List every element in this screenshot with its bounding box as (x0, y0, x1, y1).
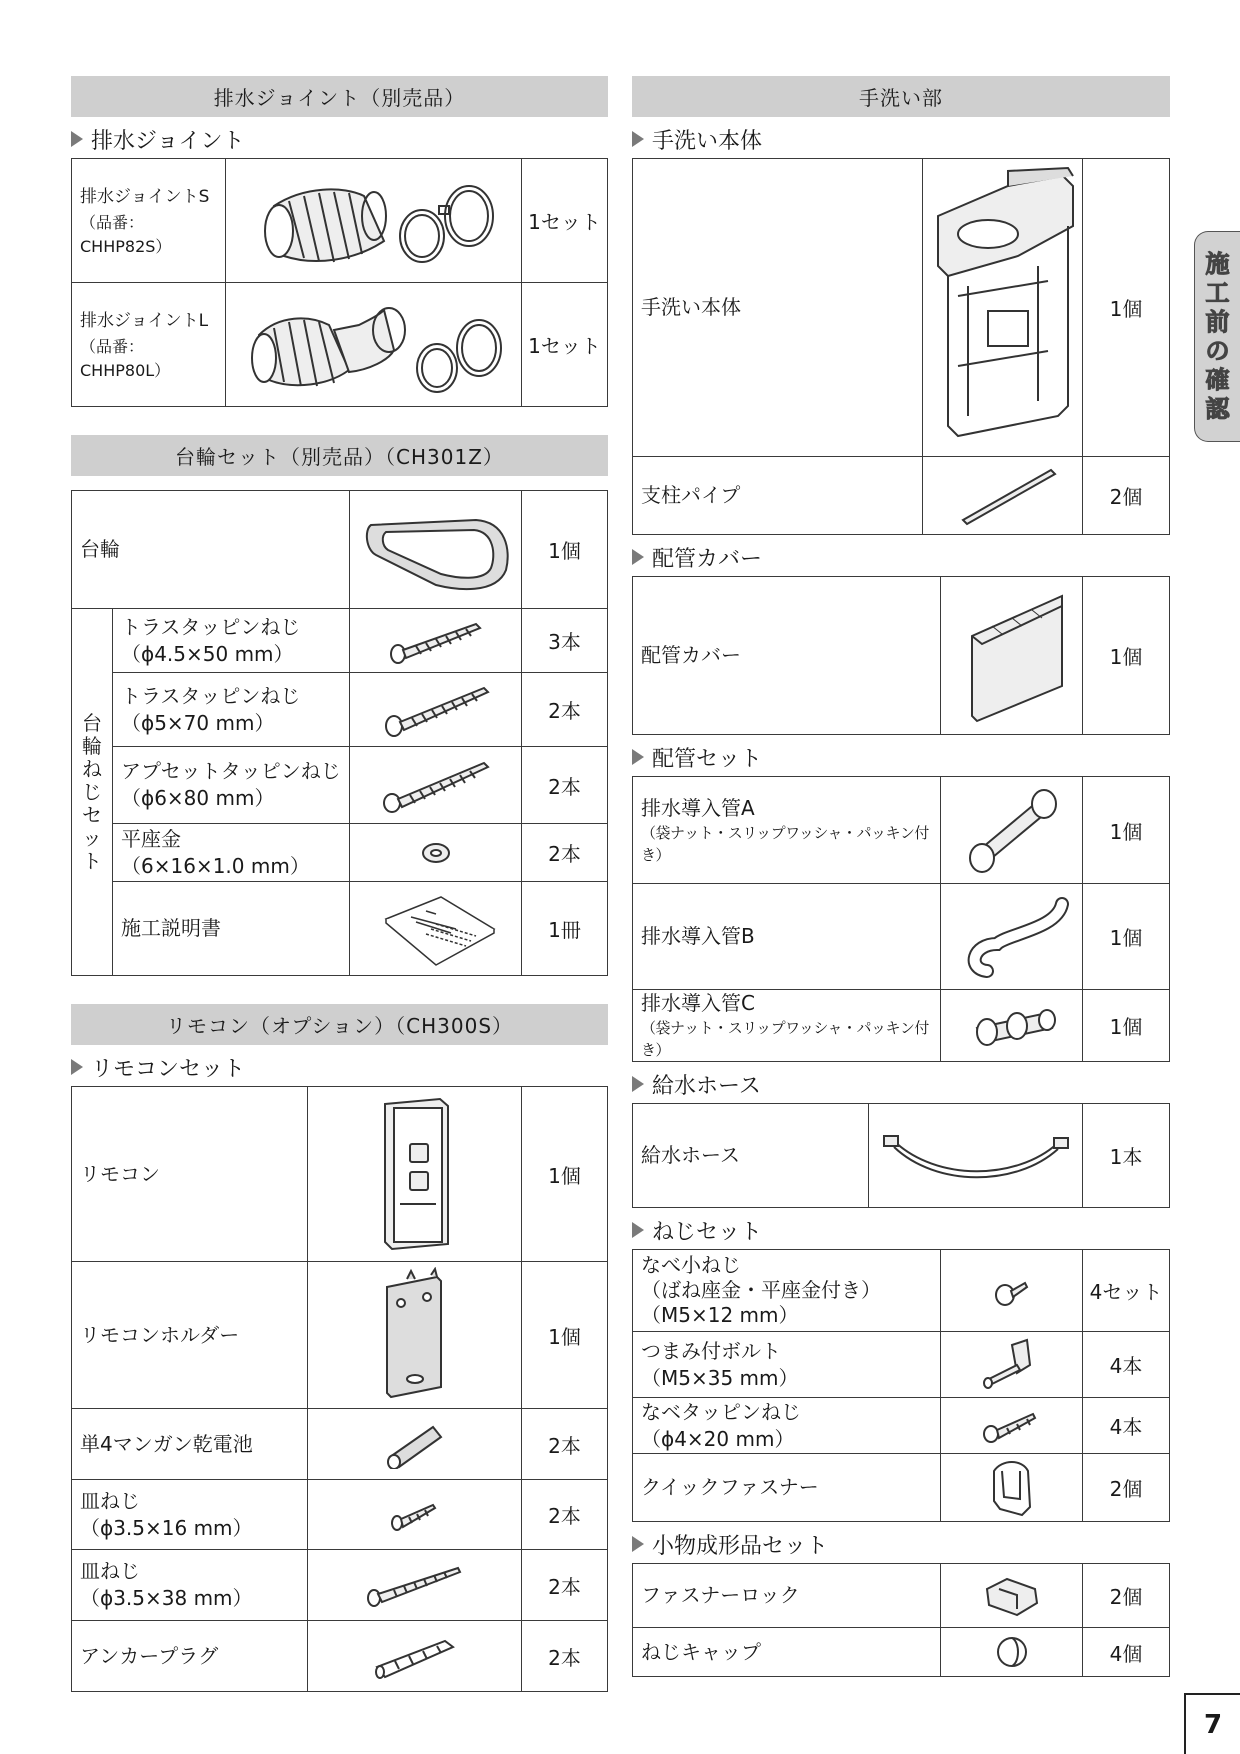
drain-pipe-b-icon (941, 884, 1083, 990)
triangle-bullet-icon (632, 1222, 644, 1238)
remote-header: リモコン（オプション）（CH300S） (71, 1004, 608, 1045)
base-frame-icon (350, 491, 522, 609)
remote-subheading: リモコンセット (71, 1056, 608, 1078)
drain-joint-s-icon (226, 159, 522, 283)
hand-wash-header: 手洗い部 (632, 76, 1170, 117)
table-row: アンカープラグ 2本 (72, 1621, 608, 1692)
table-row: トラスタッピンねじ （ϕ5×70 mm） 2本 (72, 673, 608, 747)
triangle-bullet-icon (632, 1536, 644, 1552)
triangle-bullet-icon (632, 131, 644, 147)
table-row: 単4マンガン乾電池 2本 (72, 1409, 608, 1480)
remote-set-table (71, 1086, 608, 1692)
table-row: アプセットタッピンねじ （ϕ6×80 mm） 2本 (72, 747, 608, 824)
pipe-set-subheading: 配管セット (632, 746, 1170, 768)
hand-wash-body-table (632, 158, 1170, 535)
base-set-header: 台輪セット（別売品）（CH301Z） (71, 435, 608, 476)
knob-bolt-icon (941, 1332, 1083, 1398)
manual-icon (350, 882, 522, 976)
triangle-bullet-icon (632, 749, 644, 765)
screw-set-table (632, 1249, 1170, 1522)
water-hose-icon (869, 1104, 1083, 1208)
table-row: 給水ホース 1本 (633, 1104, 1170, 1208)
molded-parts-subheading: 小物成形品セット (632, 1533, 1170, 1555)
triangle-bullet-icon (71, 131, 83, 147)
battery-icon (308, 1409, 522, 1480)
anchor-plug-icon (308, 1621, 522, 1692)
table-row: 平座金 （6×16×1.0 mm） 2本 (72, 824, 608, 882)
table-row: 配管カバー 1個 (633, 577, 1170, 735)
drain-joint-l-icon (226, 283, 522, 407)
water-hose-table (632, 1103, 1170, 1208)
flat-screw-short-icon (308, 1480, 522, 1550)
fastener-lock-icon (941, 1564, 1083, 1628)
remote-holder-icon (308, 1262, 522, 1409)
screw-set-subheading: ねじセット (632, 1219, 1170, 1241)
right-column (632, 76, 1170, 1677)
truss-screw-long-icon (350, 673, 522, 747)
triangle-bullet-icon (632, 549, 644, 565)
section-side-tab: 施 工 前 の 確 認 (1194, 231, 1240, 442)
table-row: 台輪 1個 (72, 491, 608, 609)
table-row: ファスナーロック 2個 (633, 1564, 1170, 1628)
table-row: リモコンホルダー 1個 (72, 1262, 608, 1409)
washer-icon (350, 824, 522, 882)
table-row: 排水導入管C （袋ナット・スリップワッシャ・パッキン付き） 1個 (633, 990, 1170, 1062)
table-row: 排水ジョイントS （品番：CHHP82S） 1セット (72, 159, 608, 283)
pan-screw-icon (941, 1250, 1083, 1332)
pipe-cover-table (632, 576, 1170, 735)
table-row: なベタッピンねじ （ϕ4×20 mm） 4本 (633, 1398, 1170, 1454)
table-row: 支柱パイプ 2個 (633, 457, 1170, 535)
table-row: つまみ付ボルト （M5×35 mm） 4本 (633, 1332, 1170, 1398)
water-hose-subheading: 給水ホース (632, 1073, 1170, 1095)
screw-cap-icon (941, 1628, 1083, 1677)
table-row: 台 輪 ね じ セ ッ ト トラスタッピンねじ （ϕ4.5×50 mm） 3本 (72, 609, 608, 673)
hand-wash-unit-icon (923, 159, 1083, 457)
triangle-bullet-icon (632, 1076, 644, 1092)
truss-screw-icon (350, 609, 522, 673)
table-row: 皿ねじ （ϕ3.5×38 mm） 2本 (72, 1550, 608, 1621)
pipe-set-table (632, 776, 1170, 1062)
support-pipe-icon (923, 457, 1083, 535)
drain-pipe-a-icon (941, 777, 1083, 884)
table-row: 排水ジョイントL （品番：CHHP80L） 1セット (72, 283, 608, 407)
table-row: 皿ねじ （ϕ3.5×16 mm） 2本 (72, 1480, 608, 1550)
base-set-table (71, 490, 608, 976)
upset-screw-icon (350, 747, 522, 824)
remote-control-icon (308, 1087, 522, 1262)
left-column (71, 76, 608, 1692)
drain-joint-subheading: 排水ジョイント (71, 128, 608, 150)
table-row: 手洗い本体 1個 (633, 159, 1170, 457)
table-row: なべ小ねじ （ばね座金・平座金付き） （M5×12 mm） 4セット (633, 1250, 1170, 1332)
table-row: リモコン 1個 (72, 1087, 608, 1262)
hand-wash-body-subheading: 手洗い本体 (632, 128, 1170, 150)
table-row: 排水導入管A （袋ナット・スリップワッシャ・パッキン付き） 1個 (633, 777, 1170, 884)
table-row: 排水導入管B 1個 (633, 884, 1170, 990)
pipe-cover-icon (941, 577, 1083, 735)
table-row: 施工説明書 1冊 (72, 882, 608, 976)
triangle-bullet-icon (71, 1059, 83, 1075)
drain-pipe-c-icon (941, 990, 1083, 1062)
table-row: ねじキャップ 4個 (633, 1628, 1170, 1677)
drain-joint-header: 排水ジョイント（別売品） (71, 76, 608, 117)
molded-parts-table (632, 1563, 1170, 1677)
quick-fastener-icon (941, 1454, 1083, 1522)
page-number: 7 (1184, 1693, 1240, 1754)
pan-tapping-screw-icon (941, 1398, 1083, 1454)
flat-screw-long-icon (308, 1550, 522, 1621)
drain-joint-table (71, 158, 608, 407)
pipe-cover-subheading: 配管カバー (632, 546, 1170, 568)
screw-set-group-label: 台 輪 ね じ セ ッ ト (72, 609, 113, 976)
table-row: クイックファスナー 2個 (633, 1454, 1170, 1522)
